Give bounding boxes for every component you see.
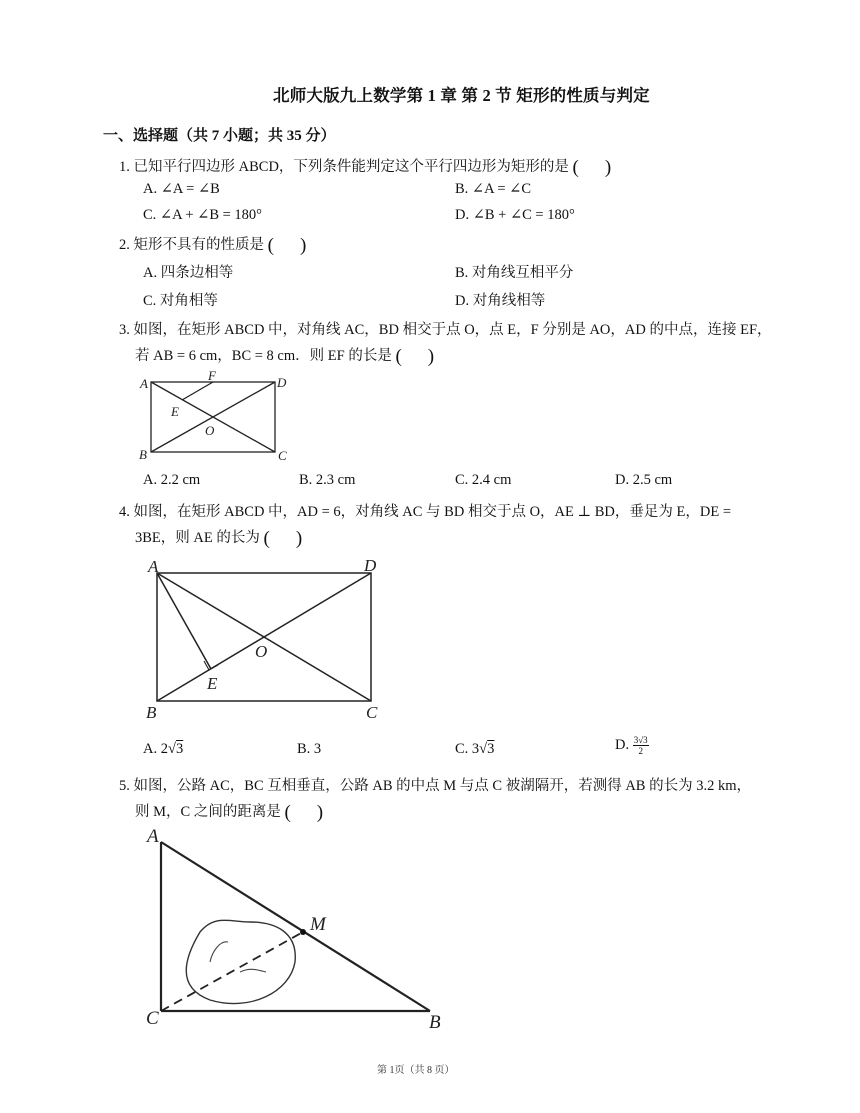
- figure-q5-triangle: [140, 822, 460, 1032]
- question-text: 则 M，C 之间的距离是: [135, 804, 281, 820]
- label-c: C: [278, 448, 287, 463]
- sqrt-sign: √: [479, 741, 488, 757]
- option-3c[interactable]: C. 2.4 cm: [455, 472, 512, 488]
- question-text: 若 AB = 6 cm，BC = 8 cm．则 EF 的长是: [135, 348, 392, 364]
- question-1: [119, 155, 611, 179]
- question-4-line-2: [135, 526, 302, 550]
- sqrt-sign: √: [167, 741, 176, 757]
- answer-paren-close: ): [299, 235, 307, 256]
- page-footer: 第 1页（共 8 页）: [377, 1065, 455, 1076]
- option-1b[interactable]: B. ∠A = ∠C: [455, 181, 531, 197]
- label-b: B: [139, 447, 147, 462]
- question-text: 已知平行四边形 ABCD，下列条件能判定这个平行四边形为矩形的是: [133, 159, 569, 175]
- option-2b[interactable]: B. 对角线互相平分: [455, 265, 574, 281]
- question-number: 1.: [119, 159, 130, 175]
- question-2: [119, 233, 306, 257]
- question-number: 4.: [119, 504, 130, 520]
- lake-outline: [186, 920, 295, 1003]
- option-3d[interactable]: D. 2.5 cm: [615, 472, 673, 488]
- figure-q4-rectangle: [140, 552, 390, 730]
- figure-q3-rectangle: [135, 368, 295, 466]
- option-1d[interactable]: D. ∠B + ∠C = 180°: [455, 207, 575, 223]
- option-4a[interactable]: [143, 741, 183, 758]
- question-text: 3BE，则 AE 的长为: [135, 530, 260, 546]
- answer-paren-open: (: [263, 528, 270, 549]
- option-text: D.: [615, 736, 630, 753]
- answer-paren-open: (: [395, 346, 402, 367]
- label-o: O: [255, 642, 268, 661]
- answer-paren-open: (: [267, 235, 274, 256]
- option-3a[interactable]: A. 2.2 cm: [143, 472, 201, 488]
- radicand: 3: [487, 741, 495, 757]
- answer-paren-close: ): [427, 346, 435, 367]
- label-a: A: [147, 826, 159, 847]
- question-text: 如图，在矩形 ABCD 中，AD = 6，对角线 AC 与 BD 相交于点 O，AE ⊥ BD，垂足为 E，DE =: [133, 504, 732, 520]
- answer-paren-open: (: [284, 802, 291, 823]
- answer-paren-close: ): [604, 157, 612, 178]
- option-3b[interactable]: B. 2.3 cm: [299, 472, 356, 488]
- option-text: A. 2: [143, 741, 168, 757]
- section-header: 一、选择题（共 7 小题；共 35 分）: [103, 128, 336, 144]
- question-4: [119, 500, 731, 521]
- question-text: 矩形不具有的性质是: [133, 237, 264, 253]
- fraction-denominator: 2: [638, 746, 643, 756]
- option-2d[interactable]: D. 对角线相等: [455, 293, 546, 309]
- radicand: 3: [175, 741, 184, 757]
- label-c: C: [366, 703, 378, 722]
- label-a: A: [140, 376, 148, 391]
- label-d: D: [364, 556, 377, 575]
- question-3: [119, 318, 772, 339]
- question-number: 2.: [119, 237, 130, 253]
- answer-paren-close: ): [295, 528, 303, 549]
- label-f: F: [208, 368, 216, 383]
- fraction: [633, 735, 649, 756]
- label-o: O: [205, 423, 215, 438]
- question-text: 如图，公路 AC，BC 互相垂直，公路 AB 的中点 M 与点 C 被湖隔开，若测得 AB 的长为 3.2 km，: [133, 778, 751, 794]
- label-e: E: [207, 674, 218, 693]
- answer-paren-open: (: [572, 157, 579, 178]
- question-number: 5.: [119, 778, 130, 794]
- question-text: 如图，在矩形 ABCD 中，对角线 AC，BD 相交于点 O，点 E，F 分别是 AO，AD 的中点，连接 EF，: [133, 322, 772, 338]
- option-4c[interactable]: [455, 741, 494, 758]
- option-1a[interactable]: A. ∠A = ∠B: [143, 181, 220, 197]
- option-2a[interactable]: A. 四条边相等: [143, 265, 234, 281]
- option-text: B. 3: [297, 741, 322, 757]
- option-4d[interactable]: [615, 735, 649, 756]
- answer-paren-close: ): [316, 802, 324, 823]
- fraction-numerator: 3√3: [633, 735, 648, 745]
- label-c: C: [146, 1008, 159, 1029]
- point-m: [300, 929, 306, 935]
- option-1c[interactable]: C. ∠A + ∠B = 180°: [143, 207, 262, 223]
- label-m: M: [310, 914, 326, 935]
- question-5-line-2: [135, 800, 323, 824]
- label-b: B: [146, 703, 157, 722]
- option-text: C. 3: [455, 741, 480, 757]
- question-number: 3.: [119, 322, 130, 338]
- label-a: A: [148, 557, 159, 576]
- question-3-line-2: [135, 344, 434, 368]
- label-d: D: [277, 375, 287, 390]
- page-title: 北师大版九上数学第 1 章 第 2 节 矩形的性质与判定: [273, 86, 650, 105]
- question-5: [119, 774, 751, 795]
- label-e: E: [171, 404, 179, 419]
- label-b: B: [429, 1012, 441, 1032]
- option-4b[interactable]: [297, 741, 321, 758]
- option-2c[interactable]: C. 对角相等: [143, 293, 218, 309]
